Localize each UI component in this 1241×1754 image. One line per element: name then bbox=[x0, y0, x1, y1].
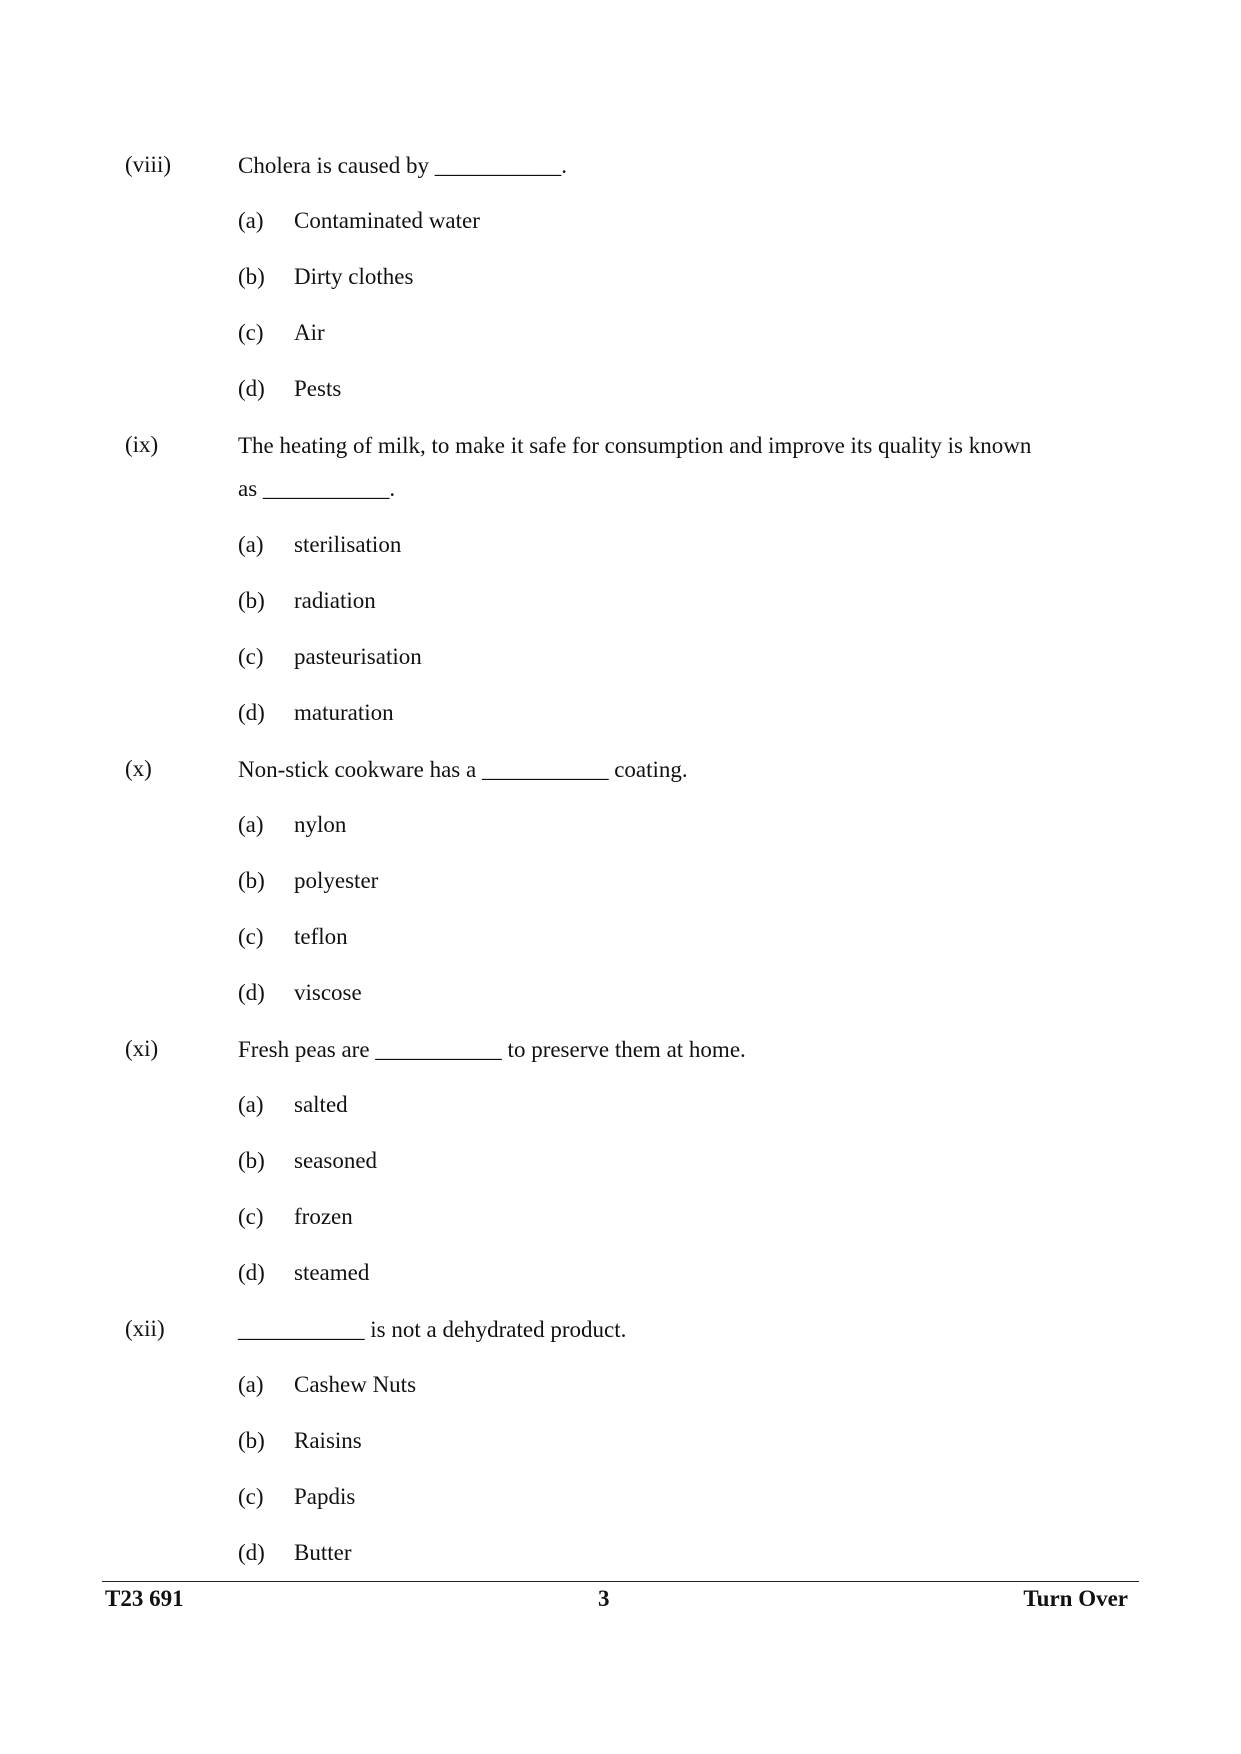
option-label: (c) bbox=[238, 320, 264, 345]
option-a bbox=[238, 530, 401, 560]
option-text: Contaminated water bbox=[294, 208, 480, 233]
option-b bbox=[238, 1426, 362, 1456]
option-text: polyester bbox=[294, 868, 379, 893]
option-label: (a) bbox=[238, 812, 264, 837]
option-text: Raisins bbox=[294, 1428, 362, 1453]
question-text: Fresh peas are ___________ to preserve them at home. bbox=[238, 1037, 746, 1062]
option-b bbox=[238, 866, 378, 896]
option-c bbox=[238, 1482, 355, 1512]
option-label: (c) bbox=[238, 924, 264, 949]
option-label: (b) bbox=[238, 588, 265, 613]
option-c bbox=[238, 1202, 353, 1232]
question-number: (viii) bbox=[125, 152, 171, 177]
option-text: salted bbox=[294, 1092, 348, 1117]
option-text: Butter bbox=[294, 1540, 352, 1565]
option-text: Cashew Nuts bbox=[294, 1372, 417, 1397]
option-a bbox=[238, 1370, 416, 1400]
option-a bbox=[238, 810, 346, 840]
option-d bbox=[238, 1258, 369, 1288]
question-number: (xi) bbox=[125, 1036, 159, 1061]
option-label: (c) bbox=[238, 644, 264, 669]
option-label: (a) bbox=[238, 208, 264, 233]
question-number: (xii) bbox=[125, 1316, 165, 1341]
option-text: radiation bbox=[294, 588, 376, 613]
option-label: (b) bbox=[238, 1148, 265, 1173]
option-label: (d) bbox=[238, 1260, 265, 1285]
page-number: 3 bbox=[598, 1586, 610, 1611]
option-label: (b) bbox=[238, 264, 265, 289]
question-text: ___________ is not a dehydrated product. bbox=[238, 1317, 627, 1342]
option-label: (a) bbox=[238, 532, 264, 557]
option-d bbox=[238, 698, 394, 728]
option-label: (a) bbox=[238, 1092, 264, 1117]
question-number: (x) bbox=[125, 756, 152, 781]
turn-over-label: Turn Over bbox=[1023, 1586, 1128, 1611]
option-b bbox=[238, 586, 376, 616]
option-label: (c) bbox=[238, 1484, 264, 1509]
option-text: nylon bbox=[294, 812, 347, 837]
option-label: (d) bbox=[238, 700, 265, 725]
option-label: (b) bbox=[238, 1428, 265, 1453]
option-label: (c) bbox=[238, 1204, 264, 1229]
option-b bbox=[238, 262, 413, 292]
option-text: Pests bbox=[294, 376, 342, 401]
option-text: steamed bbox=[294, 1260, 370, 1285]
option-text: Papdis bbox=[294, 1484, 356, 1509]
option-a bbox=[238, 1090, 348, 1120]
question-text: Cholera is caused by ___________. bbox=[238, 153, 567, 178]
option-b bbox=[238, 1146, 377, 1176]
option-text: pasteurisation bbox=[294, 644, 422, 669]
option-text: frozen bbox=[294, 1204, 353, 1229]
option-text: teflon bbox=[294, 924, 348, 949]
option-a bbox=[238, 206, 480, 236]
option-c bbox=[238, 922, 348, 952]
question-text: The heating of milk, to make it safe for consumption and improve its quality is known as ___________. bbox=[238, 433, 1032, 501]
option-c bbox=[238, 642, 422, 672]
option-text: Dirty clothes bbox=[294, 264, 414, 289]
option-text: sterilisation bbox=[294, 532, 402, 557]
paper-code: T23 691 bbox=[105, 1586, 184, 1611]
option-d bbox=[238, 374, 341, 404]
option-label: (a) bbox=[238, 1372, 264, 1397]
option-text: viscose bbox=[294, 980, 362, 1005]
option-text: Air bbox=[294, 320, 325, 345]
option-d bbox=[238, 1538, 352, 1568]
question-text: Non-stick cookware has a ___________ coating. bbox=[238, 757, 688, 782]
option-text: maturation bbox=[294, 700, 394, 725]
option-text: seasoned bbox=[294, 1148, 378, 1173]
option-label: (d) bbox=[238, 376, 265, 401]
option-label: (b) bbox=[238, 868, 265, 893]
option-c bbox=[238, 318, 325, 348]
option-d bbox=[238, 978, 362, 1008]
option-label: (d) bbox=[238, 980, 265, 1005]
question-number: (ix) bbox=[125, 432, 159, 457]
option-label: (d) bbox=[238, 1540, 265, 1565]
footer-divider bbox=[102, 1581, 1139, 1582]
